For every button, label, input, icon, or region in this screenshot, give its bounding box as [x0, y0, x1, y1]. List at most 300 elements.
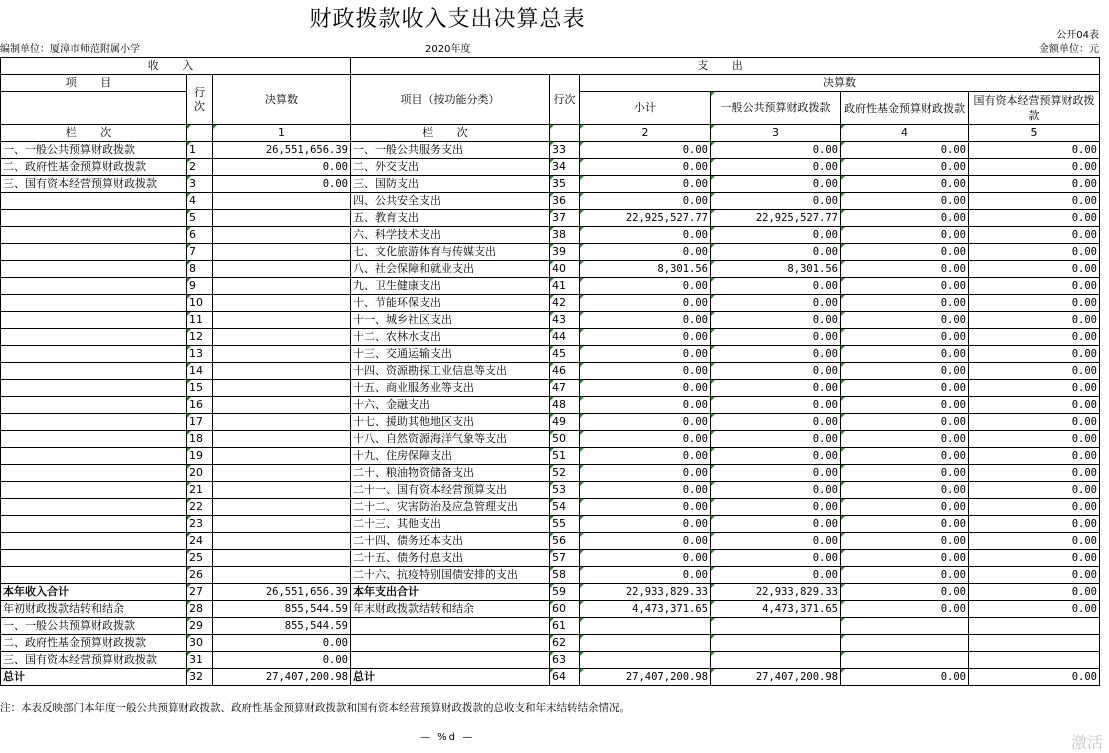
table-row	[1, 380, 1100, 397]
expense-item: 十七、援助其他地区支出	[351, 414, 550, 431]
income-amount	[213, 193, 351, 210]
income-amount	[213, 567, 351, 584]
expense-line: 64	[550, 669, 580, 686]
expense-general: 22,933,829.33	[711, 584, 841, 601]
table-row	[1, 567, 1100, 584]
expense-subtotal: 0.00	[580, 295, 711, 312]
expense-state-capital: 0.00	[969, 414, 1100, 431]
expense-gov-fund: 0.00	[841, 414, 969, 431]
expense-gov-fund: 0.00	[841, 533, 969, 550]
income-line: 11	[187, 312, 213, 329]
expense-gov-fund: 0.00	[841, 142, 969, 159]
expense-general: 0.00	[711, 329, 841, 346]
income-item	[1, 244, 187, 261]
expense-general: 0.00	[711, 465, 841, 482]
expense-item: 十、节能环保支出	[351, 295, 550, 312]
expense-item	[351, 635, 550, 652]
expense-line: 62	[550, 635, 580, 652]
expense-line: 34	[550, 159, 580, 176]
expense-item: 二十五、债务付息支出	[351, 550, 550, 567]
expense-general	[711, 635, 841, 652]
expense-subtotal	[580, 618, 711, 635]
expense-gov-fund	[841, 652, 969, 669]
table-row	[1, 176, 1100, 193]
expense-item: 本年支出合计	[351, 584, 550, 601]
expense-general: 0.00	[711, 499, 841, 516]
income-item	[1, 448, 187, 465]
expense-item: 年末财政拨款结转和结余	[351, 601, 550, 618]
income-line: 24	[187, 533, 213, 550]
expense-subtotal: 22,925,527.77	[580, 210, 711, 227]
expense-subtotal: 0.00	[580, 227, 711, 244]
expense-subtotal: 0.00	[580, 278, 711, 295]
expense-state-capital: 0.00	[969, 516, 1100, 533]
expense-state-capital: 0.00	[969, 278, 1100, 295]
expense-state-capital: 0.00	[969, 363, 1100, 380]
expense-item: 十九、住房保障支出	[351, 448, 550, 465]
expense-state-capital: 0.00	[969, 380, 1100, 397]
income-amount	[213, 397, 351, 414]
income-line: 31	[187, 652, 213, 669]
column-label-2: 栏 次	[351, 125, 550, 142]
expense-gov-fund: 0.00	[841, 584, 969, 601]
income-line: 25	[187, 550, 213, 567]
table-row	[1, 601, 1100, 618]
income-item	[1, 193, 187, 210]
expense-state-capital	[969, 652, 1100, 669]
expense-subtotal: 4,473,371.65	[580, 601, 711, 618]
subtotal-header: 小计	[580, 92, 711, 125]
expense-general: 0.00	[711, 397, 841, 414]
expense-line: 46	[550, 363, 580, 380]
item-header-blank	[1, 92, 187, 125]
income-item	[1, 329, 187, 346]
income-amount: 26,551,656.39	[213, 142, 351, 159]
income-line: 22	[187, 499, 213, 516]
expense-subtotal: 0.00	[580, 142, 711, 159]
expense-line: 38	[550, 227, 580, 244]
expense-gov-fund: 0.00	[841, 278, 969, 295]
expense-state-capital: 0.00	[969, 312, 1100, 329]
table-row	[1, 329, 1100, 346]
expense-state-capital: 0.00	[969, 176, 1100, 193]
income-item	[1, 414, 187, 431]
expense-line: 44	[550, 329, 580, 346]
table-row	[1, 465, 1100, 482]
expense-subtotal: 0.00	[580, 363, 711, 380]
income-item	[1, 261, 187, 278]
income-line: 16	[187, 397, 213, 414]
income-item	[1, 516, 187, 533]
expense-item: 十八、自然资源海洋气象等支出	[351, 431, 550, 448]
expense-state-capital: 0.00	[969, 601, 1100, 618]
expense-line: 41	[550, 278, 580, 295]
watermark: 激活	[1070, 733, 1103, 752]
expense-state-capital: 0.00	[969, 431, 1100, 448]
income-item: 一、一般公共预算财政拨款	[1, 142, 187, 159]
expense-subtotal: 0.00	[580, 244, 711, 261]
expense-general: 0.00	[711, 380, 841, 397]
expense-gov-fund: 0.00	[841, 295, 969, 312]
expense-gov-fund: 0.00	[841, 465, 969, 482]
expense-state-capital: 0.00	[969, 193, 1100, 210]
expense-line: 39	[550, 244, 580, 261]
income-item: 二、政府性基金预算财政拨款	[1, 635, 187, 652]
table-row	[1, 397, 1100, 414]
income-header: 收 入	[1, 58, 351, 75]
expense-subtotal: 0.00	[580, 567, 711, 584]
expense-line: 35	[550, 176, 580, 193]
table-row	[1, 363, 1100, 380]
expense-subtotal: 0.00	[580, 346, 711, 363]
expense-general: 0.00	[711, 567, 841, 584]
income-amount	[213, 329, 351, 346]
expense-line: 60	[550, 601, 580, 618]
income-line: 30	[187, 635, 213, 652]
expense-subtotal: 0.00	[580, 329, 711, 346]
page-number-footer: — %d —	[420, 732, 475, 743]
income-amount: 855,544.59	[213, 618, 351, 635]
expense-state-capital: 0.00	[969, 397, 1100, 414]
expense-general: 0.00	[711, 312, 841, 329]
expense-line: 58	[550, 567, 580, 584]
income-amount: 0.00	[213, 176, 351, 193]
expense-general: 0.00	[711, 414, 841, 431]
income-line: 6	[187, 227, 213, 244]
table-row	[1, 618, 1100, 635]
income-line: 15	[187, 380, 213, 397]
expense-general	[711, 652, 841, 669]
expense-subtotal	[580, 652, 711, 669]
expense-item: 五、教育支出	[351, 210, 550, 227]
expense-gov-fund: 0.00	[841, 550, 969, 567]
currency-unit: 金额单位：元	[1039, 44, 1099, 55]
expense-line: 56	[550, 533, 580, 550]
income-amount	[213, 261, 351, 278]
expense-general: 0.00	[711, 516, 841, 533]
expense-gov-fund: 0.00	[841, 159, 969, 176]
income-amount	[213, 499, 351, 516]
income-item	[1, 465, 187, 482]
expense-subtotal: 0.00	[580, 516, 711, 533]
page-title: 财政拨款收入支出决算总表	[309, 7, 586, 32]
income-item	[1, 550, 187, 567]
income-item	[1, 567, 187, 584]
expense-line: 51	[550, 448, 580, 465]
line2-col-blank	[550, 125, 580, 142]
income-amount	[213, 278, 351, 295]
income-amount	[213, 244, 351, 261]
expense-gov-fund: 0.00	[841, 516, 969, 533]
income-line: 19	[187, 448, 213, 465]
income-item: 年初财政拨款结转和结余	[1, 601, 187, 618]
expense-subtotal: 22,933,829.33	[580, 584, 711, 601]
expense-general: 0.00	[711, 363, 841, 380]
income-amount	[213, 516, 351, 533]
income-amount: 27,407,200.98	[213, 669, 351, 686]
table-row	[1, 312, 1100, 329]
expense-line: 43	[550, 312, 580, 329]
income-amount	[213, 414, 351, 431]
expense-item: 九、卫生健康支出	[351, 278, 550, 295]
budget-summary-table	[0, 57, 1100, 686]
income-item: 三、国有资本经营预算财政拨款	[1, 176, 187, 193]
income-line: 20	[187, 465, 213, 482]
expense-item: 二、外交支出	[351, 159, 550, 176]
income-amount	[213, 550, 351, 567]
expense-line: 55	[550, 516, 580, 533]
income-item	[1, 499, 187, 516]
expense-gov-fund: 0.00	[841, 210, 969, 227]
expense-general: 0.00	[711, 448, 841, 465]
gov-fund-header: 政府性基金预算财政拨款	[841, 92, 969, 125]
expense-gov-fund: 0.00	[841, 261, 969, 278]
expense-item: 一、一般公共服务支出	[351, 142, 550, 159]
line-col-blank	[187, 125, 213, 142]
expense-item: 十二、农林水支出	[351, 329, 550, 346]
income-item	[1, 227, 187, 244]
form-number: 公开04表	[1056, 30, 1099, 41]
expense-item: 二十、粮油物资储备支出	[351, 465, 550, 482]
expense-item	[351, 618, 550, 635]
income-item	[1, 312, 187, 329]
income-line: 1	[187, 142, 213, 159]
expense-item: 六、科学技术支出	[351, 227, 550, 244]
expense-subtotal: 0.00	[580, 533, 711, 550]
table-row	[1, 431, 1100, 448]
income-amount	[213, 346, 351, 363]
table-row	[1, 550, 1100, 567]
expense-subtotal: 0.00	[580, 159, 711, 176]
income-item	[1, 397, 187, 414]
income-line: 14	[187, 363, 213, 380]
expense-subtotal: 27,407,200.98	[580, 669, 711, 686]
income-line: 23	[187, 516, 213, 533]
expense-gov-fund	[841, 618, 969, 635]
state-capital-header: 国有资本经营预算财政拨款	[969, 92, 1100, 125]
income-amount	[213, 482, 351, 499]
income-amount	[213, 465, 351, 482]
income-line: 29	[187, 618, 213, 635]
expense-item: 二十三、其他支出	[351, 516, 550, 533]
expense-general	[711, 618, 841, 635]
table-row	[1, 278, 1100, 295]
expense-general: 0.00	[711, 244, 841, 261]
expense-item: 二十二、灾害防治及应急管理支出	[351, 499, 550, 516]
expense-gov-fund: 0.00	[841, 397, 969, 414]
expense-item: 十一、城乡社区支出	[351, 312, 550, 329]
expense-state-capital: 0.00	[969, 227, 1100, 244]
expense-state-capital	[969, 635, 1100, 652]
expense-state-capital: 0.00	[969, 499, 1100, 516]
expense-subtotal: 0.00	[580, 397, 711, 414]
expense-line: 42	[550, 295, 580, 312]
expense-subtotal	[580, 635, 711, 652]
income-item	[1, 380, 187, 397]
income-item: 总计	[1, 669, 187, 686]
expense-state-capital: 0.00	[969, 567, 1100, 584]
expense-item: 二十六、抗疫特别国债安排的支出	[351, 567, 550, 584]
income-line: 28	[187, 601, 213, 618]
income-amount: 0.00	[213, 159, 351, 176]
expense-general: 0.00	[711, 295, 841, 312]
expense-item: 四、公共安全支出	[351, 193, 550, 210]
expense-state-capital: 0.00	[969, 584, 1100, 601]
income-item	[1, 278, 187, 295]
expense-item: 三、国防支出	[351, 176, 550, 193]
expense-header: 支 出	[351, 58, 1100, 75]
expense-line: 49	[550, 414, 580, 431]
expense-line: 50	[550, 431, 580, 448]
expense-line: 45	[550, 346, 580, 363]
table-row	[1, 295, 1100, 312]
expense-subtotal: 0.00	[580, 380, 711, 397]
col-number-3: 3	[711, 125, 841, 142]
expense-subtotal: 0.00	[580, 550, 711, 567]
expense-general: 0.00	[711, 193, 841, 210]
expense-general: 0.00	[711, 550, 841, 567]
table-row	[1, 193, 1100, 210]
col-number-5: 5	[969, 125, 1100, 142]
income-item: 三、国有资本经营预算财政拨款	[1, 652, 187, 669]
income-amount	[213, 431, 351, 448]
expense-general: 0.00	[711, 227, 841, 244]
expense-line: 48	[550, 397, 580, 414]
expense-general: 27,407,200.98	[711, 669, 841, 686]
expense-state-capital: 0.00	[969, 465, 1100, 482]
table-row	[1, 346, 1100, 363]
income-amount	[213, 380, 351, 397]
expense-line: 63	[550, 652, 580, 669]
expense-item	[351, 652, 550, 669]
general-budget-header: 一般公共预算财政拨款	[711, 92, 841, 125]
income-line: 18	[187, 431, 213, 448]
expense-general: 22,925,527.77	[711, 210, 841, 227]
expense-item: 十三、交通运输支出	[351, 346, 550, 363]
expense-gov-fund: 0.00	[841, 312, 969, 329]
fiscal-year: 2020年度	[425, 44, 471, 55]
expense-item: 八、社会保障和就业支出	[351, 261, 550, 278]
expense-gov-fund: 0.00	[841, 380, 969, 397]
income-amount	[213, 210, 351, 227]
expense-gov-fund: 0.00	[841, 176, 969, 193]
income-item	[1, 210, 187, 227]
expense-general: 0.00	[711, 159, 841, 176]
income-item	[1, 533, 187, 550]
expense-line: 54	[550, 499, 580, 516]
table-row	[1, 210, 1100, 227]
expense-state-capital: 0.00	[969, 210, 1100, 227]
expense-line: 59	[550, 584, 580, 601]
expense-general: 0.00	[711, 176, 841, 193]
income-item	[1, 482, 187, 499]
expense-state-capital: 0.00	[969, 261, 1100, 278]
income-amount: 0.00	[213, 652, 351, 669]
expense-state-capital: 0.00	[969, 550, 1100, 567]
expense-item: 十四、资源勘探工业信息等支出	[351, 363, 550, 380]
expense-item: 总计	[351, 669, 550, 686]
table-row	[1, 448, 1100, 465]
expense-subtotal: 8,301.56	[580, 261, 711, 278]
expense-gov-fund: 0.00	[841, 363, 969, 380]
expense-line: 57	[550, 550, 580, 567]
expense-item: 二十四、债务还本支出	[351, 533, 550, 550]
income-amount: 26,551,656.39	[213, 584, 351, 601]
income-line: 2	[187, 159, 213, 176]
item-function-header: 项目（按功能分类）	[351, 75, 550, 125]
expense-state-capital	[969, 618, 1100, 635]
expense-gov-fund	[841, 635, 969, 652]
income-line: 26	[187, 567, 213, 584]
income-item	[1, 431, 187, 448]
expense-general: 0.00	[711, 431, 841, 448]
expense-gov-fund: 0.00	[841, 244, 969, 261]
income-amount	[213, 312, 351, 329]
line2-header: 行次	[550, 75, 580, 125]
expense-gov-fund: 0.00	[841, 227, 969, 244]
column-label: 栏 次	[1, 125, 187, 142]
expense-subtotal: 0.00	[580, 193, 711, 210]
expense-gov-fund: 0.00	[841, 669, 969, 686]
income-line: 7	[187, 244, 213, 261]
expense-line: 40	[550, 261, 580, 278]
income-line: 4	[187, 193, 213, 210]
income-line: 8	[187, 261, 213, 278]
income-line: 5	[187, 210, 213, 227]
income-line: 17	[187, 414, 213, 431]
expense-general: 8,301.56	[711, 261, 841, 278]
expense-subtotal: 0.00	[580, 499, 711, 516]
income-amount	[213, 533, 351, 550]
table-row	[1, 635, 1100, 652]
expense-gov-fund: 0.00	[841, 482, 969, 499]
expense-subtotal: 0.00	[580, 176, 711, 193]
expense-general: 0.00	[711, 278, 841, 295]
expense-subtotal: 0.00	[580, 431, 711, 448]
expense-general: 0.00	[711, 533, 841, 550]
col-number-1: 1	[213, 125, 351, 142]
table-row	[1, 261, 1100, 278]
income-amount	[213, 448, 351, 465]
expense-gov-fund: 0.00	[841, 448, 969, 465]
expense-subtotal: 0.00	[580, 414, 711, 431]
expense-state-capital: 0.00	[969, 669, 1100, 686]
expense-general: 0.00	[711, 346, 841, 363]
table-row	[1, 652, 1100, 669]
expense-state-capital: 0.00	[969, 295, 1100, 312]
expense-subtotal: 0.00	[580, 482, 711, 499]
table-row	[1, 482, 1100, 499]
expense-gov-fund: 0.00	[841, 567, 969, 584]
income-line: 3	[187, 176, 213, 193]
expense-state-capital: 0.00	[969, 244, 1100, 261]
table-row	[1, 414, 1100, 431]
expense-line: 61	[550, 618, 580, 635]
expense-gov-fund: 0.00	[841, 431, 969, 448]
expense-gov-fund: 0.00	[841, 193, 969, 210]
income-item: 本年收入合计	[1, 584, 187, 601]
table-row	[1, 584, 1100, 601]
expense-line: 36	[550, 193, 580, 210]
table-row	[1, 227, 1100, 244]
col-number-2: 2	[580, 125, 711, 142]
income-amount: 0.00	[213, 635, 351, 652]
income-item: 一、一般公共预算财政拨款	[1, 618, 187, 635]
income-item	[1, 363, 187, 380]
expense-state-capital: 0.00	[969, 448, 1100, 465]
expense-state-capital: 0.00	[969, 142, 1100, 159]
income-line: 10	[187, 295, 213, 312]
